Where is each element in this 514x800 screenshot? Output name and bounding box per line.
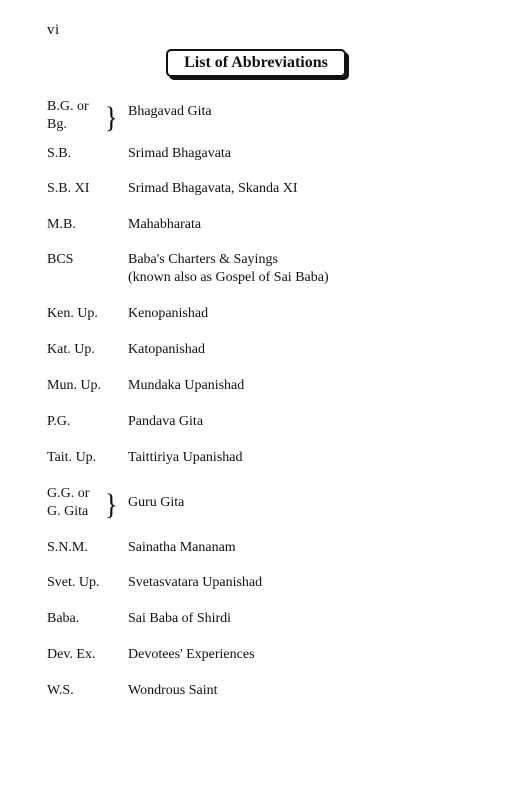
abbreviation: Baba. (47, 611, 80, 626)
abbreviation: Svet. Up. (47, 575, 100, 590)
abbreviation-meaning: Pandava Gita (128, 414, 204, 429)
abbreviation: S.B. (47, 146, 72, 161)
abbreviation: G.G. or G. Gita (47, 486, 90, 519)
abbreviation-meaning: Taittiriya Upanishad (128, 450, 243, 465)
abbreviation-meaning: Devotees' Experiences (128, 647, 255, 662)
brace-icon: } (104, 488, 118, 521)
abbreviation-meaning: Sainatha Mananam (128, 540, 236, 555)
abbreviation: B.G. or Bg. (47, 99, 89, 132)
abbreviation-meaning: Guru Gita (128, 495, 185, 510)
abbreviation-meaning: Katopanishad (128, 342, 205, 357)
abbreviation-meaning: Wondrous Saint (128, 683, 218, 698)
abbreviation: M.B. (47, 217, 76, 232)
abbreviation: Mun. Up. (47, 378, 102, 393)
abbreviation-meaning: Mahabharata (128, 217, 202, 232)
abbreviation: P.G. (47, 414, 71, 429)
abbreviation-meaning: Kenopanishad (128, 306, 209, 321)
abbreviation: Kat. Up. (47, 342, 95, 357)
abbreviation: Dev. Ex. (47, 647, 96, 662)
abbreviation-meaning: Bhagavad Gita (128, 104, 212, 119)
page-number: vi (47, 22, 60, 38)
abbreviation-meaning: Mundaka Upanishad (128, 378, 245, 393)
page-title: List of Abbreviations (166, 49, 346, 77)
brace-icon: } (104, 101, 118, 134)
abbreviation: S.N.M. (47, 540, 88, 555)
abbreviation: Tait. Up. (47, 450, 97, 465)
abbreviation-meaning: Svetasvatara Upanishad (128, 575, 263, 590)
abbreviation-meaning: Baba's Charters & Sayings (known also as Gospel of Sai Baba) (128, 252, 329, 285)
abbreviation-meaning: Sai Baba of Shirdi (128, 611, 232, 626)
abbreviation-meaning: Srimad Bhagavata, Skanda XI (128, 181, 298, 196)
abbreviation: W.S. (47, 683, 74, 698)
abbreviation: BCS (47, 252, 74, 267)
abbreviation: Ken. Up. (47, 306, 98, 321)
abbreviation: S.B. XI (47, 181, 90, 196)
abbreviation-meaning: Srimad Bhagavata (128, 146, 232, 161)
